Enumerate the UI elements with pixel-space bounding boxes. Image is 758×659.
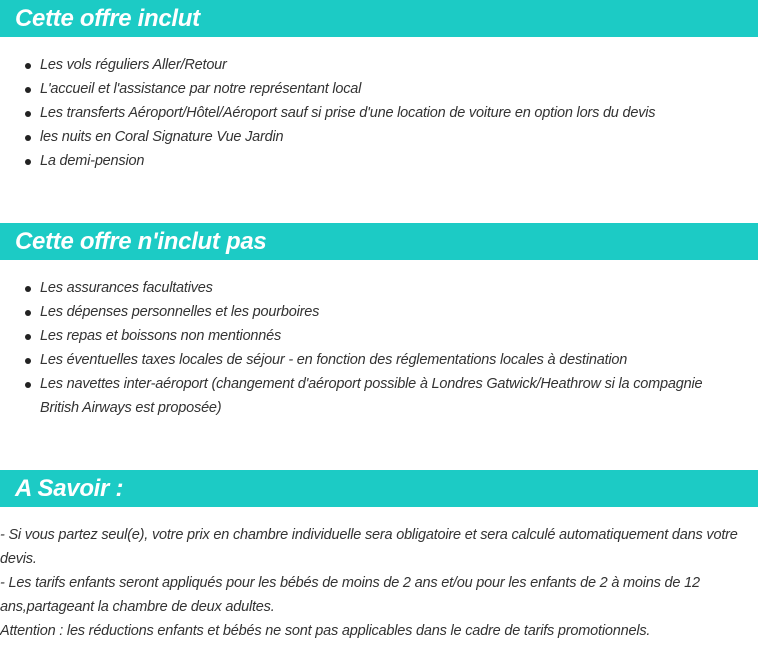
- list-item: [0, 324, 758, 348]
- list-item: [0, 276, 758, 300]
- list-item-text: Les assurances facultatives: [40, 280, 213, 296]
- list-item: [0, 101, 758, 125]
- bullet-icon: [25, 111, 31, 117]
- excluded-list: [0, 276, 758, 420]
- list-item-text: La demi-pension: [40, 153, 145, 169]
- info-notes: [0, 523, 758, 643]
- list-item: [0, 300, 758, 324]
- list-item: [0, 372, 758, 420]
- list-item-text: Les transferts Aéroport/Hôtel/Aéroport sauf si prise d'une location de voiture en option lors du devis: [40, 105, 656, 121]
- bullet-icon: [25, 159, 31, 165]
- list-item-text: Les éventuelles taxes locales de séjour - en fonction des réglementations locales à destination: [40, 352, 628, 368]
- bullet-icon: [25, 286, 31, 292]
- bullet-icon: [25, 87, 31, 93]
- info-section-title: A Savoir :: [0, 470, 758, 507]
- info-line: Attention : les réductions enfants et bébés ne sont pas applicables dans le cadre de tarifs promotionnels.: [0, 623, 651, 639]
- excluded-section-title: Cette offre n'inclut pas: [0, 223, 758, 260]
- bullet-icon: [25, 334, 31, 340]
- list-item-text: Les dépenses personnelles et les pourboires: [40, 304, 320, 320]
- bullet-icon: [25, 358, 31, 364]
- included-section-title: Cette offre inclut: [0, 0, 758, 37]
- list-item: [0, 125, 758, 149]
- bullet-icon: [25, 382, 31, 388]
- list-item-text: Les vols réguliers Aller/Retour: [40, 57, 227, 73]
- included-list: [0, 53, 758, 173]
- info-line: - Si vous partez seul(e), votre prix en chambre individuelle sera obligatoire et sera calculé automatiquement dans votre devis.: [0, 527, 738, 567]
- list-item-text: Les navettes inter-aéroport (changement d'aéroport possible à Londres Gatwick/Heathrow si la compagnie British Airways est proposée): [40, 376, 703, 416]
- bullet-icon: [25, 310, 31, 316]
- info-line: - Les tarifs enfants seront appliqués pour les bébés de moins de 2 ans et/ou pour les enfants de 2 à moins de 12 ans,partageant la chambre de deux adultes.: [0, 575, 700, 615]
- bullet-icon: [25, 135, 31, 141]
- list-item-text: L'accueil et l'assistance par notre représentant local: [40, 81, 362, 97]
- bullet-icon: [25, 63, 31, 69]
- list-item-text: Les repas et boissons non mentionnés: [40, 328, 282, 344]
- list-item: [0, 348, 758, 372]
- list-item-text: les nuits en Coral Signature Vue Jardin: [40, 129, 284, 145]
- list-item: [0, 77, 758, 101]
- list-item: [0, 53, 758, 77]
- list-item: [0, 149, 758, 173]
